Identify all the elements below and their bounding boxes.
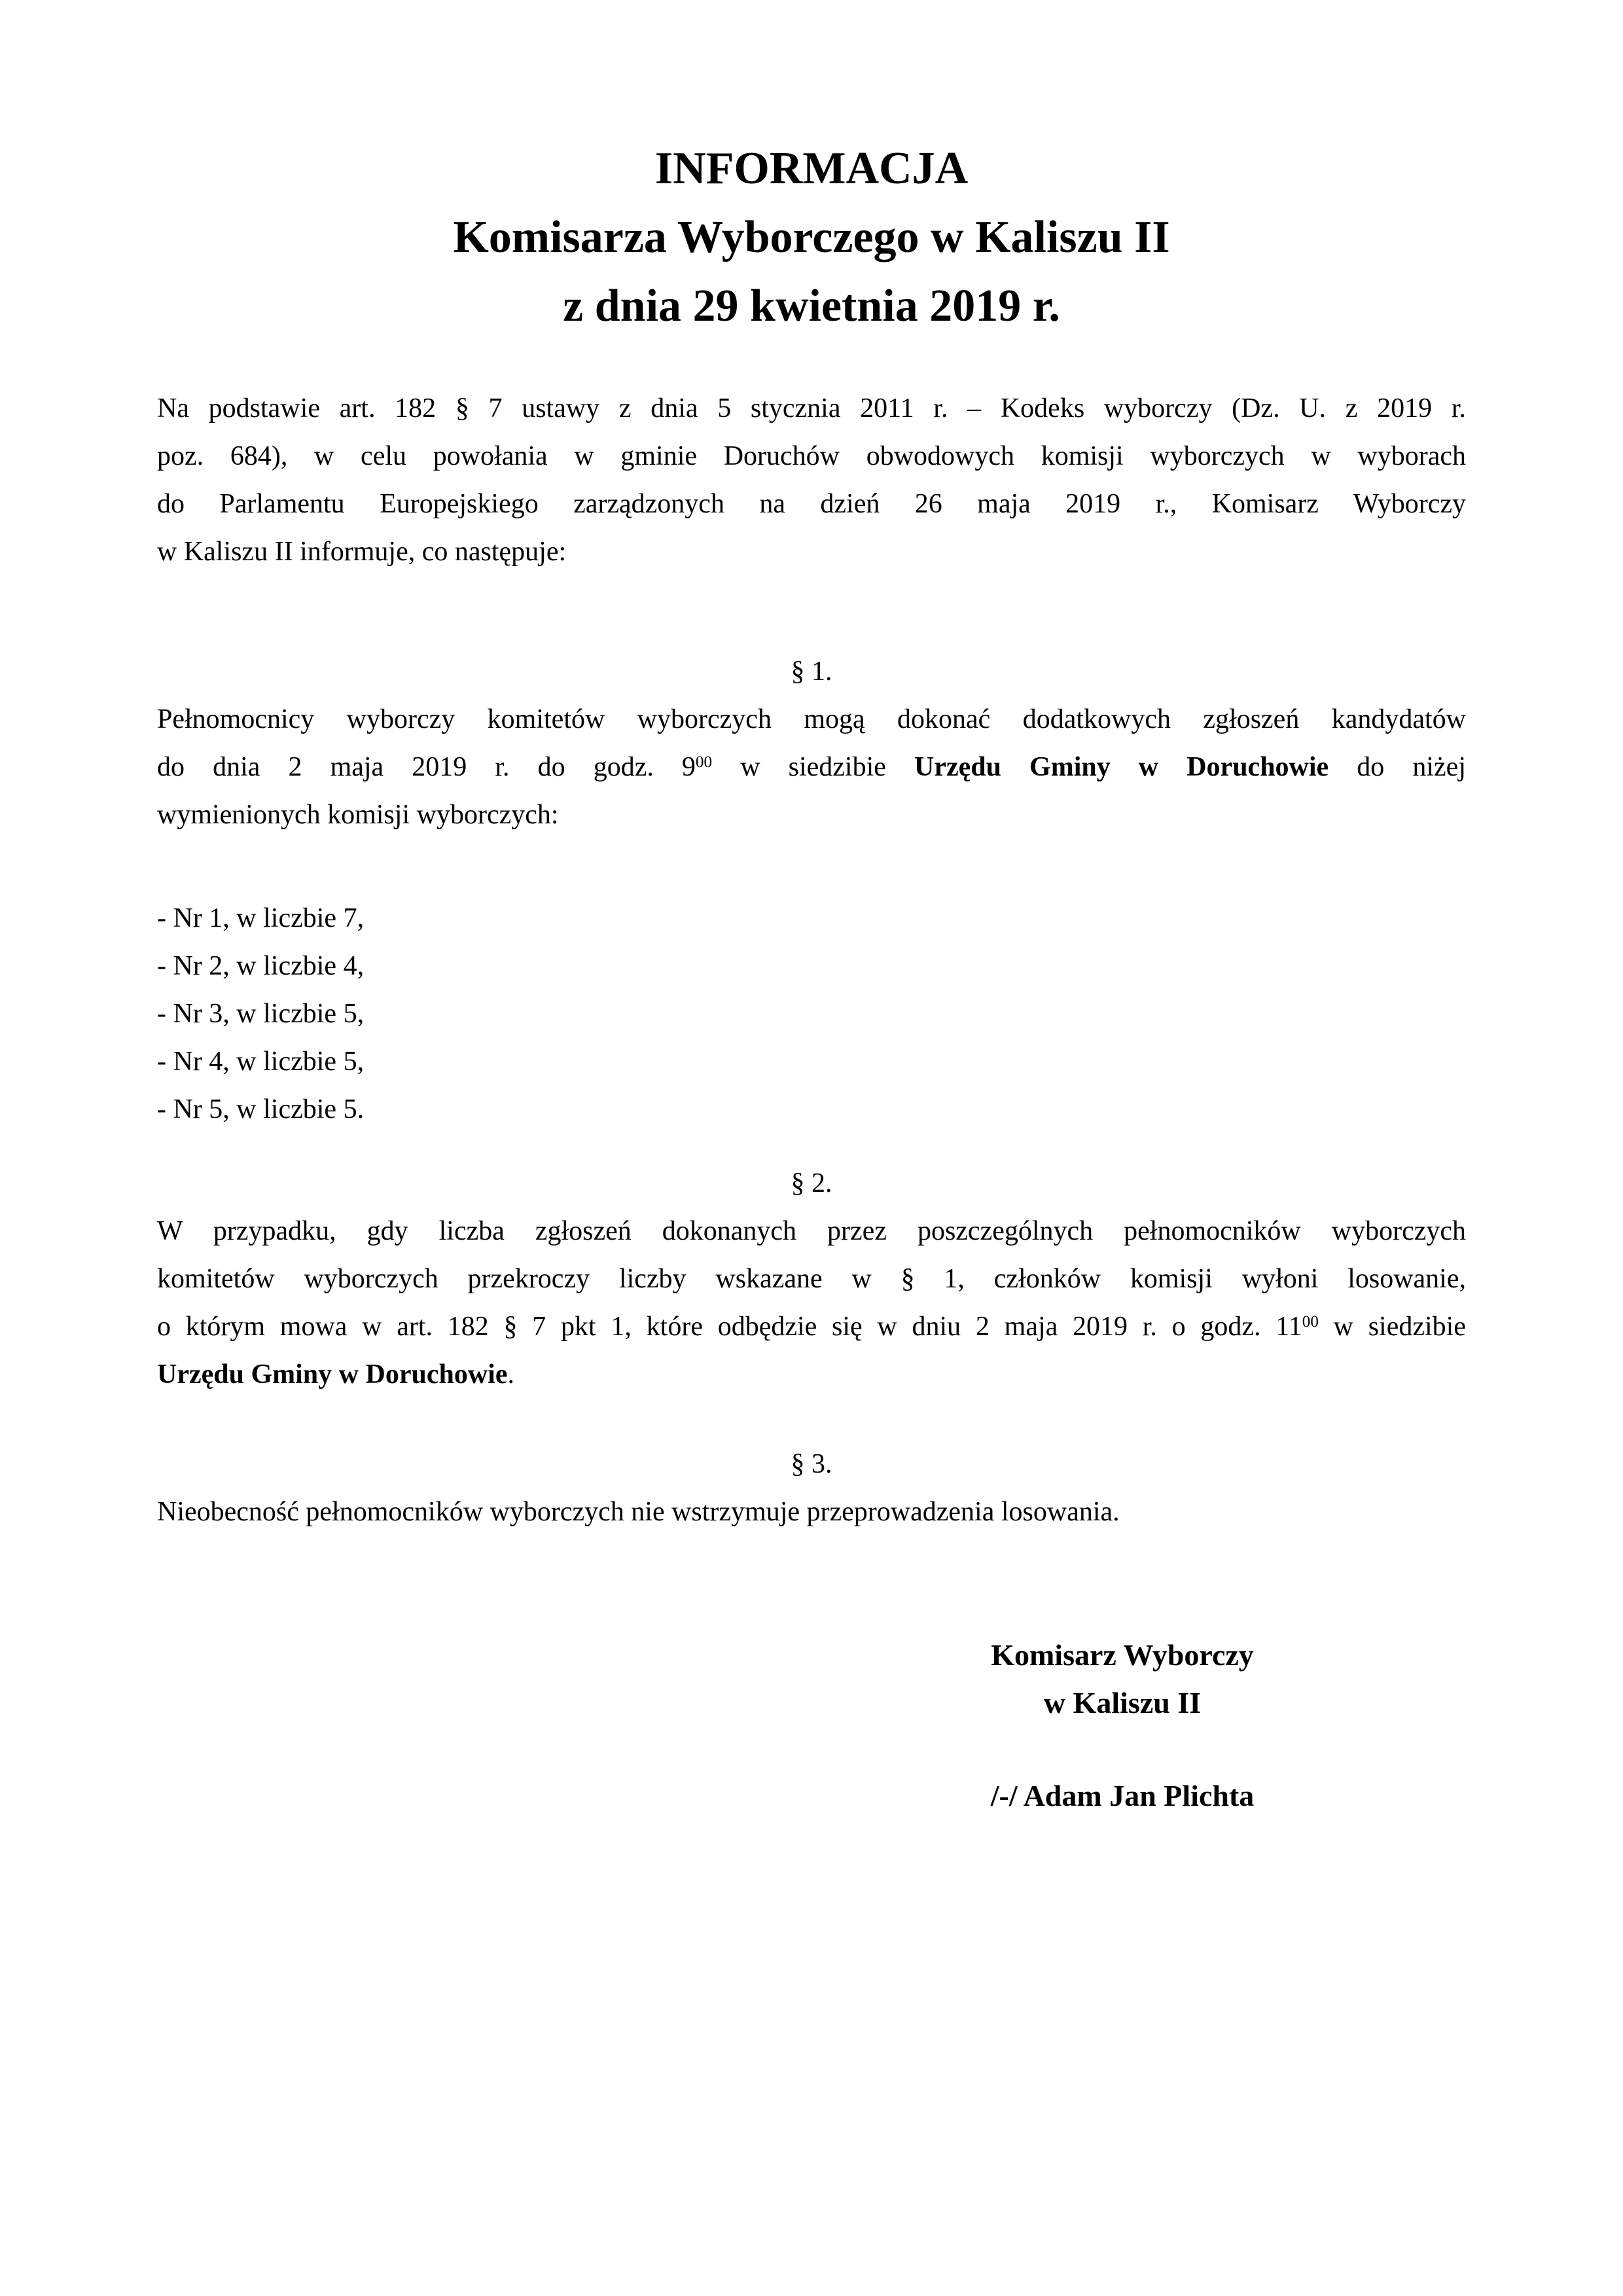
paragraph-line: w Kaliszu II informuje, co następuje: (157, 537, 567, 567)
list-item: - Nr 1, w liczbie 7, (157, 903, 365, 933)
section-1-heading: § 1. (791, 656, 832, 687)
list-item: - Nr 5, w liczbie 5. (157, 1094, 365, 1124)
paragraph-line: Pełnomocnicy wyborczy komitetów wyborczych mogą dokonać dodatkowych zgłoszeń kandydatów (157, 704, 1466, 734)
bold-office-name: Urzędu Gminy w Doruchowie (914, 752, 1329, 782)
section-3-heading: § 3. (791, 1449, 832, 1479)
section-3-paragraph (157, 1488, 1466, 1536)
section-2-heading: § 2. (791, 1168, 832, 1198)
paragraph-line (157, 1303, 1466, 1351)
title-line-3: z dnia 29 kwietnia 2019 r. (563, 281, 1060, 331)
paragraph-line: Nieobecność pełnomocników wyborczych nie wstrzymuje przeprowadzenia losowania. (157, 1497, 1120, 1527)
text-run: do dnia 2 maja 2019 r. do godz. 9 (157, 752, 696, 782)
paragraph-line: W przypadku, gdy liczba zgłoszeń dokonanych przez poszczególnych pełnomocników wyborczych (157, 1216, 1466, 1246)
text-run: o którym mowa w art. 182 § 7 pkt 1, które odbędzie się w dniu 2 maja 2019 r. o godz. 11 (157, 1312, 1302, 1342)
intro-paragraph (157, 385, 1466, 576)
signature-role-line: w Kaliszu II (1043, 1686, 1202, 1719)
section-2-paragraph (157, 1208, 1466, 1399)
paragraph-line: poz. 684), w celu powołania w gminie Doruchów obwodowych komisji wyborczych w wyborach (157, 441, 1466, 471)
paragraph-line: wymienionych komisji wyborczych: (157, 800, 559, 830)
paragraph-line (157, 1351, 1466, 1399)
signature-role-line: Komisarz Wyborczy (991, 1638, 1254, 1672)
title-line-2: Komisarza Wyborczego w Kaliszu II (453, 212, 1170, 262)
title-line-1: INFORMACJA (654, 143, 969, 194)
superscript-hour: 00 (695, 753, 713, 772)
text-run: . (507, 1359, 514, 1390)
list-item: - Nr 4, w liczbie 5, (157, 1047, 365, 1077)
section-1-paragraph (157, 696, 1466, 839)
text-run: w siedzibie (1318, 1312, 1466, 1342)
commission-list (157, 895, 1466, 1134)
bold-office-name: Urzędu Gminy w Doruchowie (157, 1359, 508, 1390)
paragraph-line (157, 744, 1466, 791)
text-run: w siedzibie (712, 752, 914, 782)
paragraph-line: do Parlamentu Europejskiego zarządzonych na dzień 26 maja 2019 r., Komisarz Wyborczy (157, 489, 1466, 519)
superscript-hour: 00 (1302, 1313, 1319, 1331)
paragraph-line: komitetów wyborczych przekroczy liczby wskazane w § 1, członków komisji wyłoni losowanie, (157, 1264, 1466, 1294)
signature-name: /-/ Adam Jan Plichta (990, 1779, 1255, 1812)
signature-block (785, 1631, 1459, 1820)
list-item: - Nr 2, w liczbie 4, (157, 951, 365, 981)
list-item: - Nr 3, w liczbie 5, (157, 999, 365, 1029)
document-title (157, 134, 1466, 340)
paragraph-line: Na podstawie art. 182 § 7 ustawy z dnia 5 stycznia 2011 r. – Kodeks wyborczy (Dz. U. z 2019 r. (157, 393, 1466, 423)
text-run: do niżej (1329, 752, 1466, 782)
